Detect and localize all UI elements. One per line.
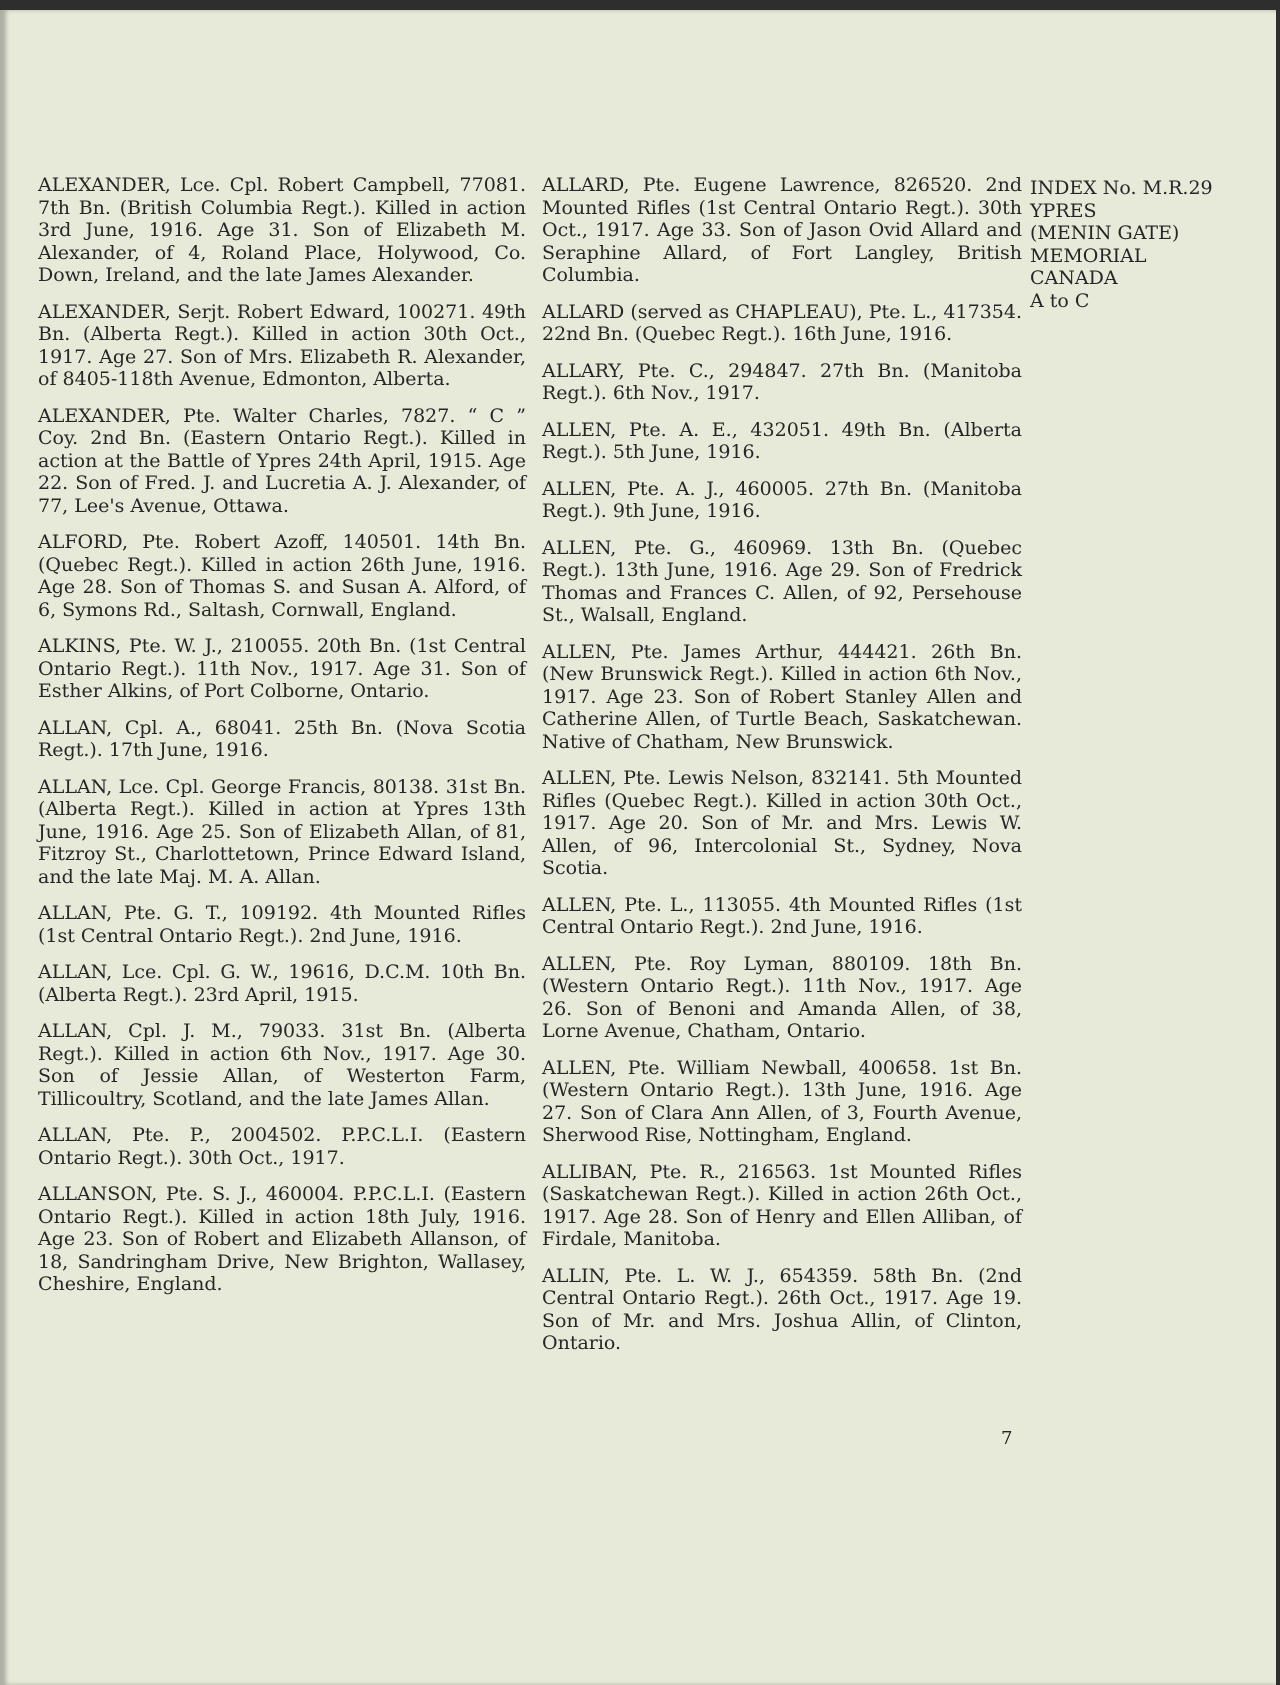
- entry: ALLEN, Pte. A. E., 432051. 49th Bn. (Alberta Regt.). 5th June, 1916.: [542, 418, 1022, 463]
- entry: ALLAN, Lce. Cpl. George Francis, 80138. 31st Bn. (Alberta Regt.). Killed in action at Ypres 13th June, 1916. Age 25. Son of Elizabeth Allan, of 81, Fitzroy St., Charlottetown, Prince Edward Island, and the late Maj. M. A. Allan.: [38, 775, 526, 888]
- entry: ALEXANDER, Serjt. Robert Edward, 100271. 49th Bn. (Alberta Regt.). Killed in action 30th Oct., 1917. Age 27. Son of Mrs. Elizabeth R. Alexander, of 8405-118th Avenue, Edmonton, Alberta.: [38, 300, 526, 390]
- index-line: MEMORIAL: [1030, 244, 1147, 267]
- entry: ALLEN, Pte. Roy Lyman, 880109. 18th Bn. (Western Ontario Regt.). 11th Nov., 1917. Age 26. Son of Benoni and Amanda Allen, of 38, Lorne Avenue, Chatham, Ontario.: [542, 952, 1022, 1042]
- page-number: 7: [1001, 1428, 1013, 1449]
- entry: ALLAN, Pte. G. T., 109192. 4th Mounted Rifles (1st Central Ontario Regt.). 2nd June, 1916.: [38, 902, 526, 947]
- entry: ALKINS, Pte. W. J., 210055. 20th Bn. (1st Central Ontario Regt.). 11th Nov., 1917. Age 31. Son of Esther Alkins, of Port Colborne, Ontario.: [38, 635, 526, 702]
- entry: ALLIBAN, Pte. R., 216563. 1st Mounted Rifles (Saskatchewan Regt.). Killed in action 26th Oct., 1917. Age 28. Son of Henry and Ellen Alliban, of Firdale, Manitoba.: [542, 1160, 1022, 1250]
- entry: ALLAN, Lce. Cpl. G. W., 19616, D.C.M. 10th Bn. (Alberta Regt.). 23rd April, 1915.: [38, 961, 526, 1006]
- index-line: (MENIN GATE): [1030, 222, 1180, 244]
- entry: ALLARD (served as CHAPLEAU), Pte. L., 417354. 22nd Bn. (Quebec Regt.). 16th June, 1916.: [542, 300, 1022, 345]
- entry: ALLEN, Pte. James Arthur, 444421. 26th Bn. (New Brunswick Regt.). Killed in action 6th Nov., 1917. Age 23. Son of Robert Stanley Allen and Catherine Allen, of Turtle Beach, Saskatchewan. Native of Chatham, New Brunswick.: [542, 640, 1022, 753]
- entry: ALLANSON, Pte. S. J., 460004. P.P.C.L.I. (Eastern Ontario Regt.). Killed in action 18th July, 1916. Age 23. Son of Robert and Elizabeth Allanson, of 18, Sandringham Drive, New Brighton, Wallasey, Cheshire, England.: [38, 1183, 526, 1295]
- index-heading: [1030, 177, 1265, 312]
- entry: ALLIN, Pte. L. W. J., 654359. 58th Bn. (2nd Central Ontario Regt.). 26th Oct., 1917. Age 19. Son of Mr. and Mrs. Joshua Allin, of Clinton, Ontario.: [542, 1264, 1022, 1354]
- index-line: A to C: [1030, 289, 1090, 312]
- left-column: [38, 174, 526, 1310]
- right-column: [542, 174, 1022, 1369]
- entry: ALLARD, Pte. Eugene Lawrence, 826520. 2nd Mounted Rifles (1st Central Ontario Regt.). 30th Oct., 1917. Age 33. Son of Jason Ovid Allard and Seraphine Allard, of Fort Langley, British Columbia.: [542, 174, 1022, 286]
- entry: ALLARY, Pte. C., 294847. 27th Bn. (Manitoba Regt.). 6th Nov., 1917.: [542, 359, 1022, 404]
- index-line: INDEX No. M.R.29: [1030, 177, 1213, 199]
- entry: ALLEN, Pte. G., 460969. 13th Bn. (Quebec Regt.). 13th June, 1916. Age 29. Son of Fredrick Thomas and Frances C. Allen, of 92, Persehouse St., Walsall, England.: [542, 536, 1022, 626]
- index-line: CANADA: [1030, 267, 1118, 289]
- entry: ALLEN, Pte. William Newball, 400658. 1st Bn. (Western Ontario Regt.). 13th June, 1916. Age 27. Son of Clara Ann Allen, of 3, Fourth Avenue, Sherwood Rise, Nottingham, England.: [542, 1056, 1022, 1146]
- entry: ALFORD, Pte. Robert Azoff, 140501. 14th Bn. (Quebec Regt.). Killed in action 26th June, 1916. Age 28. Son of Thomas S. and Susan A. Alford, of 6, Symons Rd., Saltash, Cornwall, England.: [38, 531, 526, 621]
- entry: ALLAN, Cpl. J. M., 79033. 31st Bn. (Alberta Regt.). Killed in action 6th Nov., 1917. Age 30. Son of Jessie Allan, of Westerton Farm, Tillicoultry, Scotland, and the late James Allan.: [38, 1020, 526, 1110]
- entry: ALLAN, Pte. P., 2004502. P.P.C.L.I. (Eastern Ontario Regt.). 30th Oct., 1917.: [38, 1124, 526, 1169]
- index-line: YPRES: [1030, 199, 1097, 222]
- entry: ALEXANDER, Lce. Cpl. Robert Campbell, 77081. 7th Bn. (British Columbia Regt.). Killed in action 3rd June, 1916. Age 31. Son of Elizabeth M. Alexander, of 4, Roland Place, Holywood, Co. Down, Ireland, and the late James Alexander.: [38, 174, 526, 286]
- entry: ALLEN, Pte. Lewis Nelson, 832141. 5th Mounted Rifles (Quebec Regt.). Killed in action 30th Oct., 1917. Age 20. Son of Mr. and Mrs. Lewis W. Allen, of 96, Intercolonial St., Sydney, Nova Scotia.: [542, 767, 1022, 879]
- entry: ALLEN, Pte. L., 113055. 4th Mounted Rifles (1st Central Ontario Regt.). 2nd June, 1916.: [542, 893, 1022, 938]
- entry: ALEXANDER, Pte. Walter Charles, 7827. “ C ” Coy. 2nd Bn. (Eastern Ontario Regt.). Killed in action at the Battle of Ypres 24th April, 1915. Age 22. Son of Fred. J. and Lucretia A. J. Alexander, of 77, Lee's Avenue, Ottawa.: [38, 404, 526, 517]
- document-page: [0, 10, 1276, 1685]
- entry: ALLAN, Cpl. A., 68041. 25th Bn. (Nova Scotia Regt.). 17th June, 1916.: [38, 716, 526, 761]
- entry: ALLEN, Pte. A. J., 460005. 27th Bn. (Manitoba Regt.). 9th June, 1916.: [542, 477, 1022, 522]
